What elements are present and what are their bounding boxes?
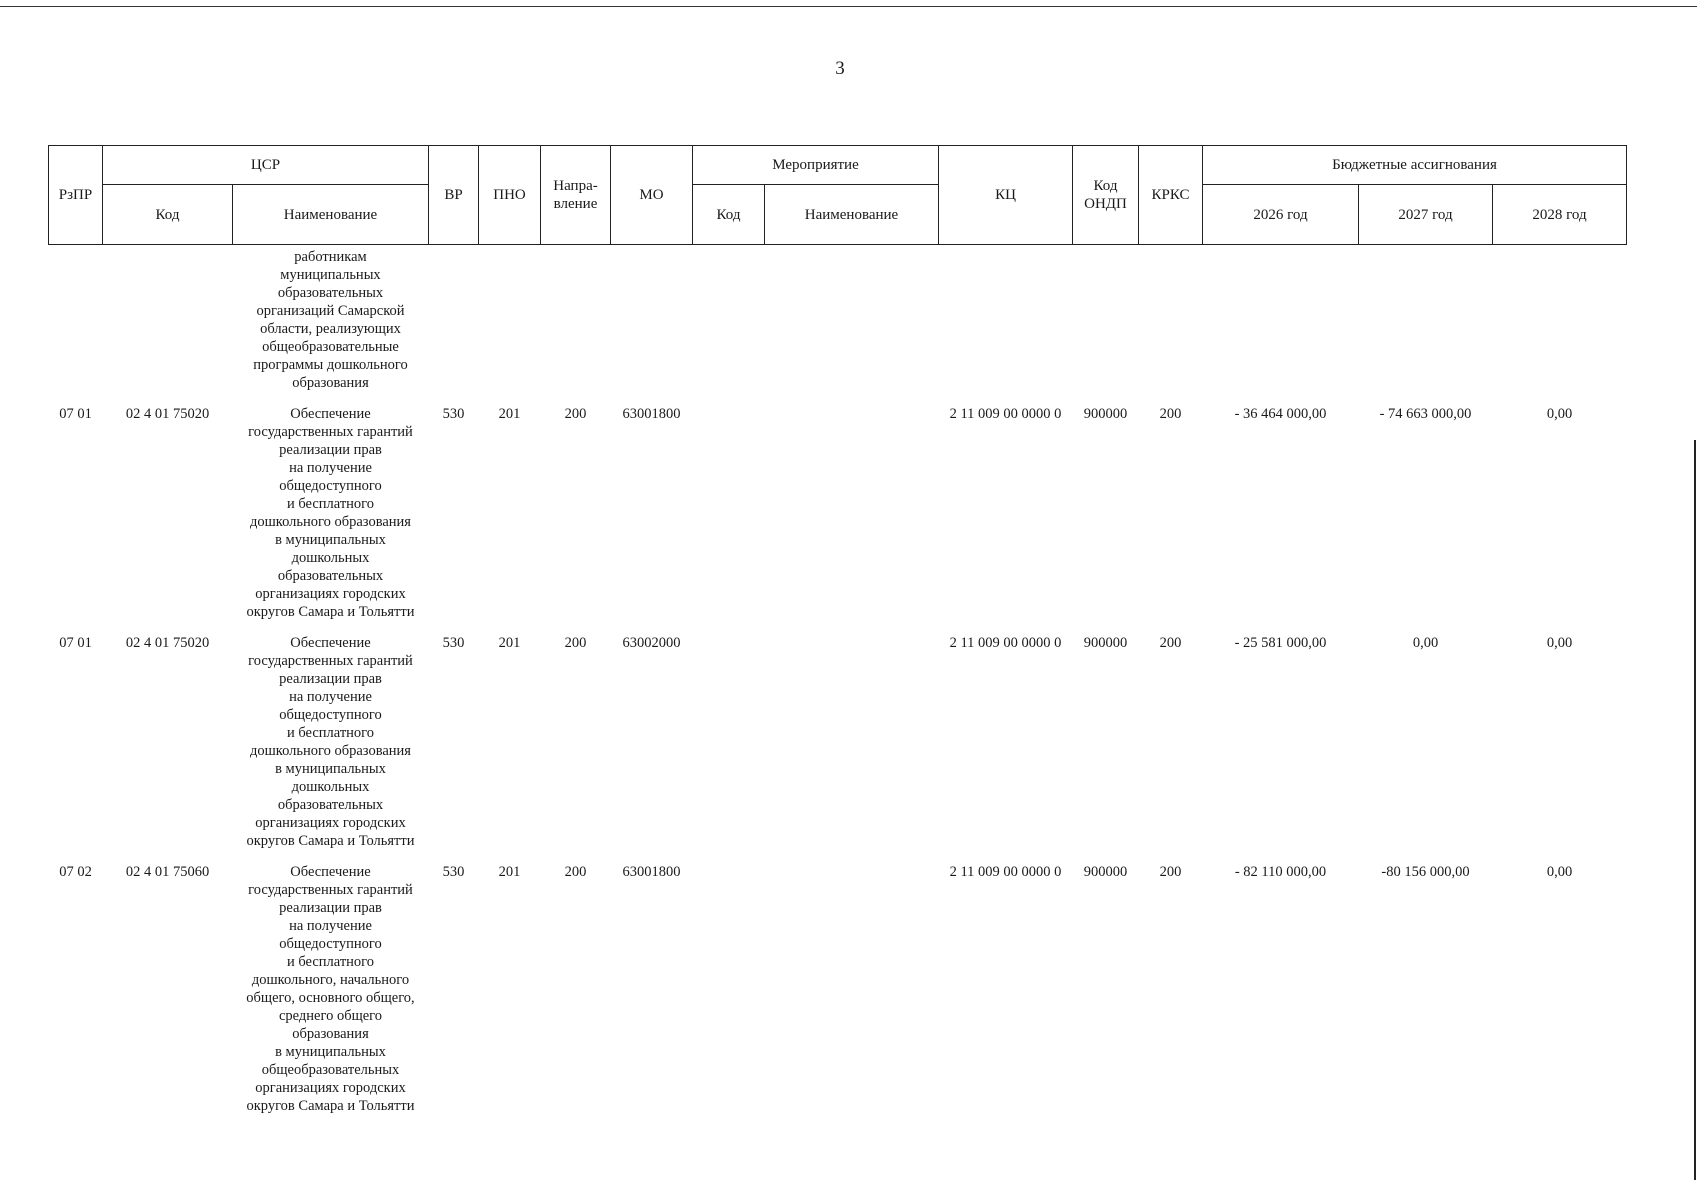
cell-2027: 0,00: [1412, 635, 1439, 651]
cell-event-name: [765, 860, 939, 1125]
right-margin-rule: [1694, 440, 1696, 1180]
cell-2027: -80 156 000,00: [1381, 864, 1470, 880]
cell-csr-code: 02 4 01 75020: [125, 635, 210, 651]
cell-2028: 0,00: [1546, 635, 1573, 651]
cell-pno: 201: [498, 406, 521, 422]
header-rzpr: РзПР: [49, 146, 103, 245]
cell-csr-code: 02 4 01 75060: [125, 864, 210, 880]
cell-2028: 0,00: [1546, 864, 1573, 880]
cell-vr: 530: [442, 635, 465, 651]
header-csr-name: Наименование: [233, 185, 429, 245]
cell-kc: 2 11 009 00 0000 0: [949, 406, 1062, 422]
cell-pno: 201: [498, 635, 521, 651]
cell-event-name: [765, 631, 939, 860]
cell-csr-name: Обеспечение государственных гарантий реализации прав на получение общедоступного и бесплатного дошкольного, начального общего, основного общего, среднего общего образования в муниципальных общеобразовательных организациях городских округов Самара и Тольятти: [246, 864, 415, 1114]
cell-csr-name: Обеспечение государственных гарантий реализации прав на получение общедоступного и бесплатного дошкольного образования в муниципальных дошкольных образовательных организациях городских округов Самара и Тольятти: [246, 635, 415, 849]
header-vr: ВР: [429, 146, 479, 245]
header-kc: КЦ: [939, 146, 1073, 245]
continuation-row: [49, 245, 1627, 403]
cell-ondp: 900000: [1083, 635, 1128, 651]
cell-2026: - 25 581 000,00: [1234, 635, 1327, 651]
cell-2026: - 82 110 000,00: [1234, 864, 1327, 880]
cell-2027: - 74 663 000,00: [1379, 406, 1472, 422]
cell-rzpr: 07 02: [59, 864, 92, 880]
continuation-name-text: работникам муниципальных образовательных организаций Самарской области, реализующих общеобразовательные программы дошкольного образования: [253, 249, 408, 391]
header-budget: Бюджетные ассигнования: [1203, 146, 1627, 185]
cell-2028: 0,00: [1546, 406, 1573, 422]
cell-event-code: [693, 860, 765, 1125]
header-ondp: Код ОНДП: [1073, 146, 1139, 245]
cell-event-name: [765, 402, 939, 631]
cell-vr: 530: [442, 406, 465, 422]
table-row: [49, 631, 1627, 860]
table-row: [49, 402, 1627, 631]
cell-direction: 200: [564, 635, 587, 651]
page-number: 3: [835, 58, 845, 79]
table-header: [49, 146, 1627, 245]
cell-event-code: [693, 402, 765, 631]
header-event: Мероприятие: [693, 146, 939, 185]
cell-ondp: 900000: [1083, 864, 1128, 880]
cell-kc: 2 11 009 00 0000 0: [949, 635, 1062, 651]
header-2028: 2028 год: [1493, 185, 1627, 245]
header-csr: ЦСР: [103, 146, 429, 185]
budget-table: [48, 145, 1627, 1125]
header-2027: 2027 год: [1359, 185, 1493, 245]
header-event-name: Наименование: [765, 185, 939, 245]
cell-mo: 63002000: [622, 635, 681, 651]
cell-event-code: [693, 631, 765, 860]
cell-krks: 200: [1159, 635, 1182, 651]
cell-mo: 63001800: [622, 864, 681, 880]
cell-pno: 201: [498, 864, 521, 880]
top-rule: [0, 6, 1697, 7]
cell-csr-code: 02 4 01 75020: [125, 406, 210, 422]
header-mo: МО: [611, 146, 693, 245]
header-krks: КРКС: [1139, 146, 1203, 245]
header-pno: ПНО: [479, 146, 541, 245]
cell-mo: 63001800: [622, 406, 681, 422]
cell-2026: - 36 464 000,00: [1234, 406, 1327, 422]
cell-direction: 200: [564, 864, 587, 880]
header-csr-code: Код: [103, 185, 233, 245]
cell-kc: 2 11 009 00 0000 0: [949, 864, 1062, 880]
table-body: [49, 245, 1627, 1126]
cell-vr: 530: [442, 864, 465, 880]
table-row: [49, 860, 1627, 1125]
cell-krks: 200: [1159, 864, 1182, 880]
header-2026: 2026 год: [1203, 185, 1359, 245]
header-direction: Напра- вление: [541, 146, 611, 245]
cell-krks: 200: [1159, 406, 1182, 422]
cell-rzpr: 07 01: [59, 635, 92, 651]
cell-direction: 200: [564, 406, 587, 422]
header-event-code: Код: [693, 185, 765, 245]
cell-rzpr: 07 01: [59, 406, 92, 422]
cell-ondp: 900000: [1083, 406, 1128, 422]
cell-csr-name: Обеспечение государственных гарантий реализации прав на получение общедоступного и бесплатного дошкольного образования в муниципальных дошкольных образовательных организациях городских округов Самара и Тольятти: [246, 406, 415, 620]
